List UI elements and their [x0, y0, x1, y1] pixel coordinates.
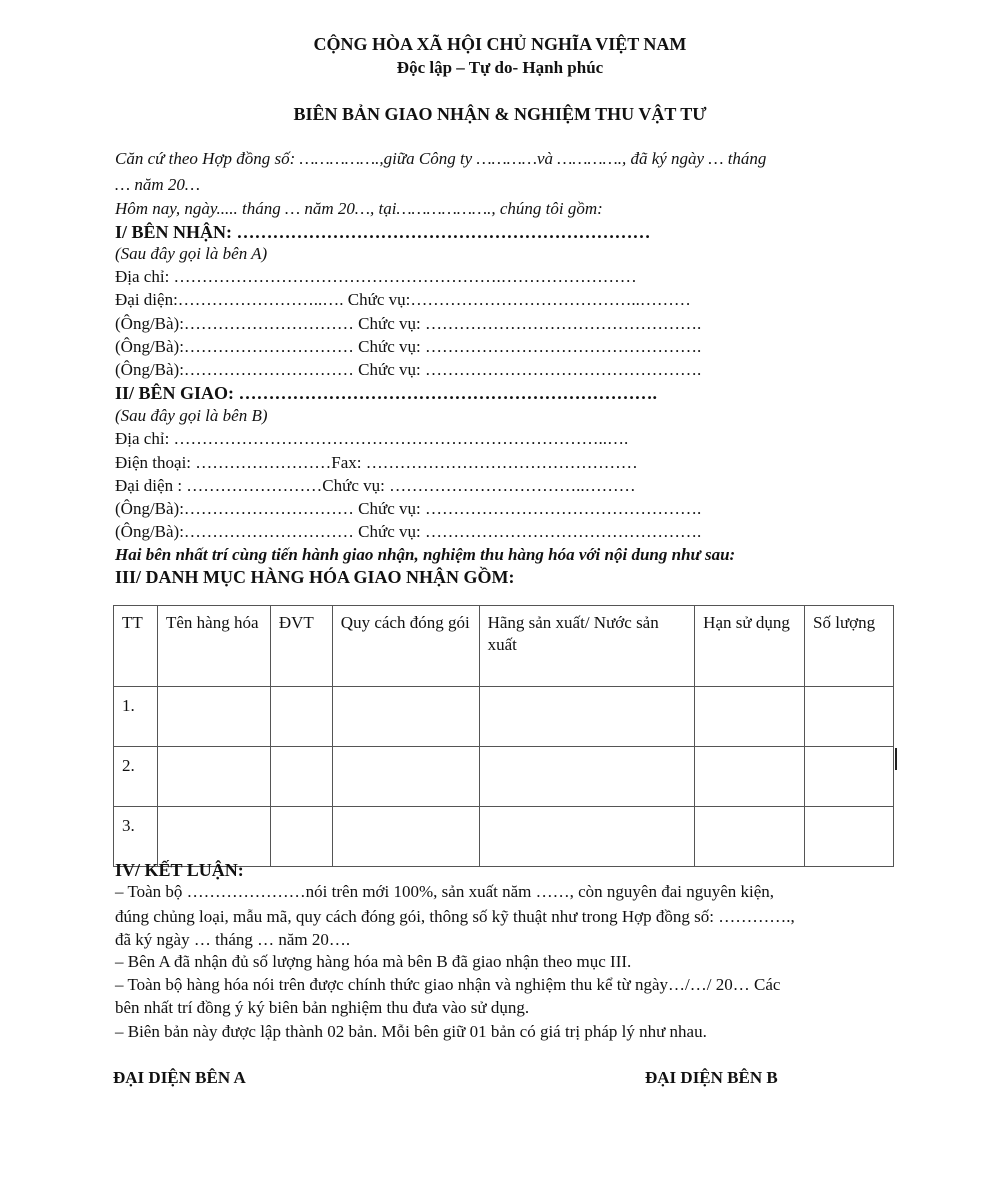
table-cell[interactable]	[332, 747, 479, 807]
party-b-note: (Sau đây gọi là bên B)	[115, 406, 268, 425]
goods-table	[113, 605, 894, 867]
row-number: 2.	[114, 747, 158, 807]
col-header-expiry: Hạn sử dụng	[695, 606, 805, 687]
col-header-manufacturer: Hãng sản xuất/ Nước sản xuất	[479, 606, 695, 687]
signature-party-b: ĐẠI DIỆN BÊN B	[645, 1068, 778, 1087]
national-title: CỘNG HÒA XÃ HỘI CHỦ NGHĨA VIỆT NAM	[313, 34, 687, 54]
table-row	[114, 807, 894, 867]
goods-heading: III/ DANH MỤC HÀNG HÓA GIAO NHẬN GỒM:	[115, 567, 515, 587]
table-cell[interactable]	[479, 687, 695, 747]
party-b-representative: Đại diện : ……………………Chức vụ: ……………………………..………	[115, 476, 636, 495]
table-cell[interactable]	[157, 687, 270, 747]
table-cell[interactable]	[695, 747, 805, 807]
text-cursor	[895, 748, 897, 770]
agreement-statement: Hai bên nhất trí cùng tiến hành giao nhận, nghiệm thu hàng hóa với nội dung như sau:	[115, 545, 736, 564]
table-cell[interactable]	[332, 807, 479, 867]
party-b-phone-fax: Điện thoại: ……………………Fax: …………………………………………	[115, 453, 638, 472]
table-row	[114, 687, 894, 747]
table-cell[interactable]	[332, 687, 479, 747]
party-a-heading: I/ BÊN NHẬN: ……………………………………………………………	[115, 222, 651, 242]
party-a-person-2: (Ông/Bà):………………………… Chức vụ: ………………………………………….	[115, 337, 702, 356]
contract-basis-line: Căn cứ theo Hợp đồng số: …………….,giữa Công ty …………và …………., đã ký ngày … tháng	[115, 149, 767, 168]
row-number: 3.	[114, 807, 158, 867]
party-a-note: (Sau đây gọi là bên A)	[115, 244, 268, 263]
col-header-quantity: Số lượng	[805, 606, 894, 687]
table-cell[interactable]	[479, 747, 695, 807]
party-a-representative: Đại diện:……………………..…. Chức vụ:…………………………………..………	[115, 290, 691, 309]
row-number: 1.	[114, 687, 158, 747]
signature-party-a: ĐẠI DIỆN BÊN A	[113, 1068, 246, 1087]
contract-basis-year: … năm 20…	[115, 175, 201, 194]
conclusion-line-4: – Bên A đã nhận đủ số lượng hàng hóa mà bên B đã giao nhận theo mục III.	[115, 952, 632, 971]
table-cell[interactable]	[157, 807, 270, 867]
table-cell[interactable]	[270, 807, 332, 867]
party-b-person-1: (Ông/Bà):………………………… Chức vụ: ………………………………………….	[115, 499, 702, 518]
conclusion-line-6: bên nhất trí đồng ý ký biên bản nghiệm thu đưa vào sử dụng.	[115, 998, 530, 1017]
party-b-address: Địa chỉ: …………………………………………………………………..….	[115, 429, 629, 448]
table-cell[interactable]	[479, 807, 695, 867]
table-cell[interactable]	[695, 807, 805, 867]
conclusion-heading: IV/ KẾT LUẬN:	[115, 860, 244, 880]
table-cell[interactable]	[805, 747, 894, 807]
goods-table-header	[114, 606, 894, 687]
party-b-heading: II/ BÊN GIAO: …………………………………………………………….	[115, 383, 658, 403]
conclusion-line-1: – Toàn bộ …………………nói trên mới 100%, sản xuất năm ……, còn nguyên đai nguyên kiện,	[115, 882, 775, 901]
party-a-address: Địa chỉ: ………………………………………………….……………………	[115, 267, 637, 286]
table-cell[interactable]	[805, 687, 894, 747]
table-row	[114, 747, 894, 807]
table-cell[interactable]	[270, 687, 332, 747]
conclusion-line-2: đúng chủng loại, mẫu mã, quy cách đóng gói, thông số kỹ thuật như trong Hợp đồng số: ………….,	[115, 907, 795, 926]
party-a-person-1: (Ông/Bà):………………………… Chức vụ: ………………………………………….	[115, 314, 702, 333]
col-header-tt: TT	[114, 606, 158, 687]
meeting-line: Hôm nay, ngày..... tháng … năm 20…, tại………………., chúng tôi gồm:	[115, 199, 603, 218]
col-header-unit: ĐVT	[270, 606, 332, 687]
col-header-packaging: Quy cách đóng gói	[332, 606, 479, 687]
col-header-item-name: Tên hàng hóa	[157, 606, 270, 687]
table-cell[interactable]	[805, 807, 894, 867]
conclusion-line-3: đã ký ngày … tháng … năm 20….	[115, 930, 351, 949]
party-a-person-3: (Ông/Bà):………………………… Chức vụ: ………………………………………….	[115, 360, 702, 379]
document-title: BIÊN BẢN GIAO NHẬN & NGHIỆM THU VẬT TƯ	[293, 104, 707, 124]
conclusion-line-7: – Biên bản này được lập thành 02 bản. Mỗi bên giữ 01 bản có giá trị pháp lý như nhau.	[115, 1022, 707, 1041]
table-cell[interactable]	[157, 747, 270, 807]
national-motto: Độc lập – Tự do- Hạnh phúc	[396, 58, 604, 77]
table-cell[interactable]	[695, 687, 805, 747]
party-b-person-2: (Ông/Bà):………………………… Chức vụ: ………………………………………….	[115, 522, 702, 541]
conclusion-line-5: – Toàn bộ hàng hóa nói trên được chính thức giao nhận và nghiệm thu kể từ ngày…/…/ 20… Các	[115, 975, 781, 994]
table-cell[interactable]	[270, 747, 332, 807]
